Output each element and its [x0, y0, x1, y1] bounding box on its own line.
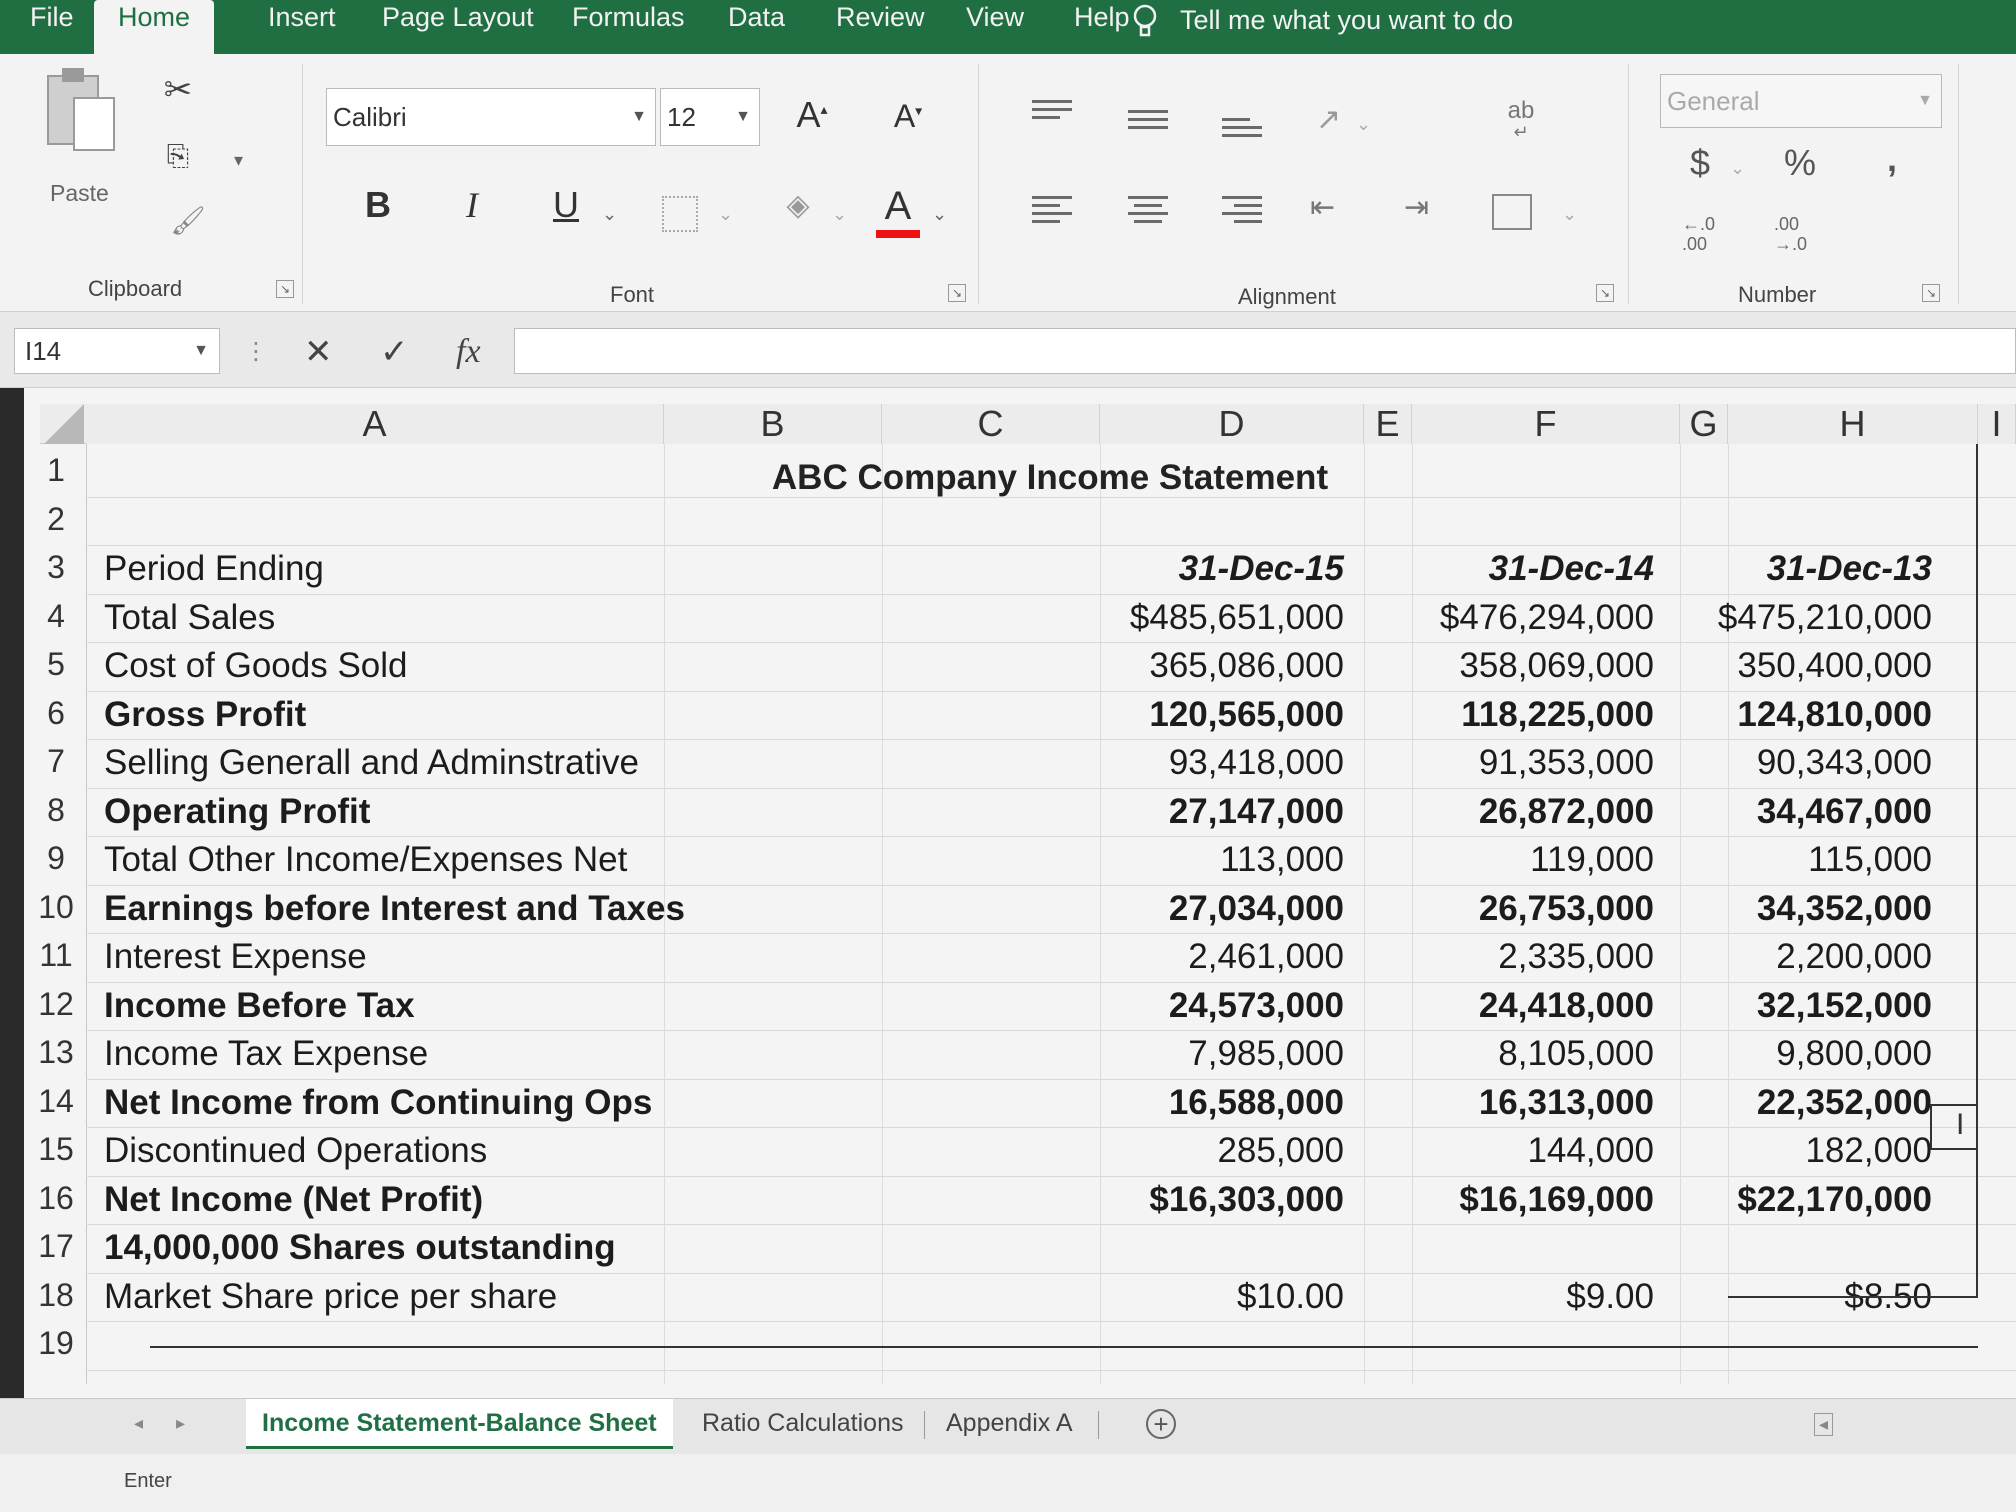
- chevron-down-icon: ▼: [1917, 92, 1933, 109]
- fill-color-icon[interactable]: ◈: [786, 189, 810, 222]
- format-painter-icon[interactable]: 🖌: [170, 205, 206, 236]
- value-cell-d[interactable]: 2,461,000: [1188, 937, 1344, 976]
- value-cell-f[interactable]: 26,872,000: [1478, 791, 1654, 831]
- font-color-button[interactable]: [876, 184, 920, 238]
- align-left-icon[interactable]: [1032, 196, 1072, 226]
- more-options-icon[interactable]: ⋮: [244, 338, 268, 365]
- row-header[interactable]: 17: [38, 1228, 74, 1264]
- font-color-glyph: A: [884, 184, 912, 228]
- row-header[interactable]: 3: [47, 549, 65, 585]
- row-label-cell[interactable]: Cost of Goods Sold: [104, 646, 408, 685]
- increase-font-size-icon[interactable]: A▴: [796, 94, 828, 135]
- value-cell-h[interactable]: 34,467,000: [1756, 791, 1932, 831]
- value-cell-h[interactable]: 31-Dec-13: [1766, 549, 1932, 588]
- tab-help[interactable]: Help: [1074, 2, 1130, 32]
- value-cell-h[interactable]: 2,200,000: [1776, 937, 1932, 976]
- row-label-cell[interactable]: Discontinued Operations: [104, 1131, 488, 1170]
- paste-label: Paste: [50, 180, 109, 206]
- row-label-cell[interactable]: Total Sales: [104, 597, 276, 637]
- orientation-dropdown-icon[interactable]: ⌄: [1356, 114, 1372, 134]
- value-cell-d[interactable]: 113,000: [1220, 840, 1344, 879]
- selected-cell-i14[interactable]: [1930, 1104, 1978, 1150]
- row-label-cell[interactable]: Period Ending: [104, 549, 324, 588]
- value-cell-f[interactable]: 8,105,000: [1498, 1034, 1654, 1073]
- row-header[interactable]: 10: [38, 888, 74, 925]
- sheet-tab-ratio-calculations[interactable]: Ratio Calculations: [702, 1409, 904, 1437]
- align-right-icon[interactable]: [1222, 196, 1262, 226]
- value-cell-h[interactable]: $8.50: [1844, 1276, 1932, 1316]
- value-cell-h[interactable]: 350,400,000: [1737, 646, 1932, 685]
- paste-button[interactable]: [40, 64, 120, 204]
- formula-input[interactable]: [514, 328, 2016, 374]
- tab-formulas[interactable]: Formulas: [572, 2, 685, 32]
- tab-data[interactable]: Data: [728, 2, 786, 32]
- prev-sheet-icon[interactable]: ◂: [134, 1413, 144, 1433]
- italic-button[interactable]: I: [466, 185, 478, 225]
- row-label-cell[interactable]: Earnings before Interest and Taxes: [104, 888, 685, 928]
- cancel-icon[interactable]: ✕: [304, 333, 333, 371]
- value-cell-h[interactable]: 124,810,000: [1737, 694, 1932, 734]
- value-cell-d[interactable]: 285,000: [1217, 1131, 1344, 1170]
- value-cell-f[interactable]: 91,353,000: [1478, 743, 1654, 782]
- font-name-value: Calibri: [333, 102, 407, 132]
- wrap-text-button[interactable]: [1496, 97, 1546, 150]
- value-cell-d[interactable]: $16,303,000: [1149, 1179, 1344, 1219]
- value-cell-h[interactable]: 90,343,000: [1756, 743, 1932, 782]
- merge-dropdown-icon[interactable]: ⌄: [1562, 204, 1578, 224]
- value-cell-f[interactable]: 26,753,000: [1478, 888, 1654, 928]
- tab-view[interactable]: View: [966, 2, 1025, 32]
- value-cell-d[interactable]: 93,418,000: [1168, 743, 1344, 782]
- tab-file[interactable]: File: [30, 2, 74, 32]
- wrap-text-glyph: ab: [1507, 97, 1535, 124]
- value-cell-f[interactable]: 118,225,000: [1461, 694, 1654, 734]
- row-header[interactable]: 9: [47, 840, 65, 876]
- row-label-cell[interactable]: Total Other Income/Expenses Net: [104, 840, 628, 879]
- currency-dropdown-icon[interactable]: ⌄: [1730, 158, 1746, 178]
- row-label-cell[interactable]: Income Tax Expense: [104, 1034, 429, 1073]
- row-label-cell[interactable]: Interest Expense: [104, 937, 367, 976]
- font-group-label: Font: [610, 282, 655, 307]
- next-sheet-icon[interactable]: ▸: [176, 1413, 186, 1433]
- row-label-cell[interactable]: Market Share price per share: [104, 1276, 558, 1316]
- row-header[interactable]: 2: [47, 500, 65, 537]
- tell-me-search[interactable]: [1180, 0, 1513, 44]
- value-cell-f[interactable]: 16,313,000: [1478, 1082, 1654, 1122]
- clipboard-icon: [40, 64, 120, 154]
- value-cell-f[interactable]: 31-Dec-14: [1488, 549, 1654, 588]
- tab-insert[interactable]: Insert: [268, 2, 336, 32]
- row-header[interactable]: 13: [38, 1034, 74, 1070]
- value-cell-d[interactable]: 7,985,000: [1188, 1034, 1344, 1073]
- increase-decimal-button[interactable]: ←.0 .00: [1682, 214, 1716, 254]
- status-bar: [0, 1454, 2016, 1512]
- copy-icon[interactable]: ⎘: [166, 140, 190, 171]
- enter-icon[interactable]: ✓: [380, 333, 409, 371]
- sheet-tab-income-statement[interactable]: Income Statement-Balance Sheet: [246, 1399, 673, 1449]
- value-cell-f[interactable]: 2,335,000: [1498, 937, 1654, 976]
- row-header[interactable]: 18: [38, 1276, 74, 1313]
- value-cell-f[interactable]: 119,000: [1530, 840, 1654, 879]
- row-label-cell[interactable]: Net Income from Continuing Ops: [104, 1082, 653, 1122]
- column-header-b[interactable]: B: [664, 404, 882, 444]
- percent-button[interactable]: %: [1783, 142, 1816, 183]
- copy-dropdown-icon[interactable]: ▾: [234, 150, 244, 170]
- scroll-left-icon[interactable]: ◂: [1814, 1413, 1833, 1436]
- value-cell-d[interactable]: 31-Dec-15: [1178, 549, 1344, 588]
- status-mode: Enter: [124, 1470, 172, 1492]
- value-cell-f[interactable]: 144,000: [1527, 1131, 1654, 1170]
- formula-bar: [0, 312, 2016, 388]
- font-size-select[interactable]: [660, 88, 760, 146]
- borders-dropdown-icon[interactable]: ⌄: [718, 204, 734, 224]
- value-cell-h[interactable]: 182,000: [1805, 1131, 1932, 1170]
- align-center-icon[interactable]: [1128, 196, 1168, 226]
- row-label-cell[interactable]: Selling Generall and Adminstrative: [104, 743, 640, 782]
- font-name-select[interactable]: [326, 88, 656, 146]
- row-header[interactable]: 8: [47, 791, 65, 828]
- number-group-label: Number: [1738, 282, 1817, 307]
- currency-button[interactable]: $: [1689, 142, 1711, 183]
- ribbon: [0, 54, 2016, 312]
- value-cell-h[interactable]: $475,210,000: [1717, 597, 1932, 637]
- alignment-group-label: Alignment: [1238, 284, 1336, 309]
- bold-button[interactable]: B: [365, 184, 391, 225]
- row-header[interactable]: 6: [47, 694, 65, 731]
- chevron-down-icon: ▼: [631, 108, 647, 125]
- font-color-dropdown-icon[interactable]: ⌄: [932, 204, 948, 224]
- row-header[interactable]: 1: [47, 452, 65, 488]
- comma-button[interactable]: ,: [1886, 138, 1897, 179]
- table-border: [1728, 444, 1978, 1298]
- row-header[interactable]: 16: [38, 1179, 74, 1216]
- name-box[interactable]: [14, 328, 220, 374]
- value-cell-d[interactable]: 120,565,000: [1149, 694, 1344, 734]
- alignment-launcher-icon[interactable]: ↘: [1596, 284, 1614, 302]
- value-cell-f[interactable]: $16,169,000: [1459, 1179, 1654, 1219]
- value-cell-d[interactable]: $10.00: [1236, 1276, 1344, 1316]
- column-header-i[interactable]: I: [1978, 404, 2016, 444]
- value-cell-d[interactable]: 24,573,000: [1168, 985, 1344, 1025]
- chevron-down-icon: ▼: [193, 342, 209, 359]
- underline-dropdown-icon[interactable]: ⌄: [602, 204, 618, 224]
- select-all-icon[interactable]: [40, 404, 84, 444]
- menu-bar: [0, 0, 2016, 54]
- decrease-font-size-icon[interactable]: A▾: [893, 98, 923, 134]
- value-cell-f[interactable]: 358,069,000: [1459, 646, 1654, 685]
- row-label-cell[interactable]: Net Income (Net Profit): [104, 1179, 484, 1219]
- value-cell-d[interactable]: $485,651,000: [1129, 597, 1344, 637]
- value-cell-d[interactable]: 365,086,000: [1149, 646, 1344, 685]
- borders-icon[interactable]: [662, 196, 698, 232]
- value-cell-d[interactable]: 27,147,000: [1168, 791, 1344, 831]
- number-format-select[interactable]: [1660, 74, 1942, 128]
- row-label-cell[interactable]: Operating Profit: [104, 791, 371, 831]
- column-header-g[interactable]: G: [1680, 404, 1728, 444]
- insert-function-icon[interactable]: fx: [456, 333, 481, 370]
- spreadsheet-grid: [0, 388, 2016, 1398]
- underline-button[interactable]: U: [553, 184, 579, 225]
- sheet-tab-appendix-a[interactable]: Appendix A: [946, 1409, 1073, 1437]
- column-header-c[interactable]: C: [882, 404, 1100, 444]
- column-header-d[interactable]: D: [1100, 404, 1364, 444]
- value-cell-h[interactable]: 32,152,000: [1756, 985, 1932, 1025]
- screen-bezel: [0, 388, 24, 1512]
- column-header-f[interactable]: F: [1412, 404, 1680, 444]
- name-box-value: I14: [25, 336, 62, 366]
- number-launcher-icon[interactable]: ↘: [1922, 284, 1940, 302]
- row-header[interactable]: 5: [47, 646, 65, 682]
- value-cell-d[interactable]: 27,034,000: [1168, 888, 1344, 928]
- value-cell-h[interactable]: $22,170,000: [1737, 1179, 1932, 1219]
- value-cell-f[interactable]: $476,294,000: [1439, 597, 1654, 637]
- top-align-icon[interactable]: [1032, 100, 1072, 130]
- value-cell-f[interactable]: 24,418,000: [1478, 985, 1654, 1025]
- value-cell-h[interactable]: 115,000: [1808, 840, 1932, 879]
- font-size-value: 12: [667, 102, 696, 132]
- tell-me-text: Tell me what you want to do: [1180, 5, 1514, 35]
- row-header[interactable]: 12: [38, 985, 74, 1022]
- row-label-cell[interactable]: Income Before Tax: [104, 985, 415, 1025]
- clipboard-launcher-icon[interactable]: ↘: [276, 280, 294, 298]
- column-header-e[interactable]: E: [1364, 404, 1412, 444]
- number-format-value: General: [1667, 86, 1760, 116]
- value-cell-h[interactable]: 22,352,000: [1756, 1082, 1932, 1122]
- column-header-h[interactable]: H: [1728, 404, 1978, 444]
- row-header[interactable]: 14: [38, 1082, 74, 1119]
- middle-align-icon[interactable]: [1128, 110, 1168, 140]
- add-sheet-icon[interactable]: +: [1146, 1409, 1176, 1439]
- clipboard-group-label: Clipboard: [88, 276, 183, 301]
- bottom-align-icon[interactable]: [1222, 118, 1262, 148]
- value-cell-d[interactable]: 16,588,000: [1168, 1082, 1344, 1122]
- font-launcher-icon[interactable]: ↘: [948, 284, 966, 302]
- tab-home[interactable]: Home: [94, 0, 214, 58]
- tab-page-layout[interactable]: Page Layout: [382, 2, 534, 32]
- cut-icon[interactable]: ✂: [163, 71, 193, 109]
- merge-center-icon[interactable]: [1492, 194, 1532, 230]
- chevron-down-icon: ▼: [735, 108, 751, 125]
- table-bottom-border: [150, 1346, 1978, 1348]
- lightbulb-icon: [1132, 4, 1158, 38]
- wrap-arrow-icon: ↵: [1513, 122, 1529, 142]
- row-header[interactable]: 7: [47, 743, 65, 779]
- cursor-ibeam-icon: I: [1956, 1108, 1965, 1141]
- orientation-icon[interactable]: ↗: [1316, 103, 1342, 136]
- decrease-indent-icon[interactable]: ⇤: [1310, 191, 1336, 224]
- value-cell-f[interactable]: $9.00: [1566, 1276, 1654, 1316]
- increase-indent-icon[interactable]: ⇥: [1404, 191, 1430, 224]
- row-header[interactable]: 11: [39, 937, 73, 973]
- column-header-a[interactable]: A: [86, 404, 664, 444]
- decrease-decimal-button[interactable]: .00 →.0: [1774, 214, 1808, 254]
- sheet-title[interactable]: ABC Company Income Statement: [771, 458, 1329, 497]
- tab-review[interactable]: Review: [836, 2, 925, 32]
- row-header[interactable]: 4: [47, 597, 65, 634]
- sheet-tab-bar: [0, 1398, 2016, 1454]
- fill-color-dropdown-icon[interactable]: ⌄: [832, 204, 848, 224]
- row-header[interactable]: 19: [38, 1325, 74, 1361]
- value-cell-h[interactable]: 9,800,000: [1776, 1034, 1932, 1073]
- row-label-cell[interactable]: 14,000,000 Shares outstanding: [104, 1228, 616, 1267]
- row-header[interactable]: 15: [38, 1131, 74, 1167]
- row-label-cell[interactable]: Gross Profit: [104, 694, 307, 734]
- value-cell-h[interactable]: 34,352,000: [1756, 888, 1932, 928]
